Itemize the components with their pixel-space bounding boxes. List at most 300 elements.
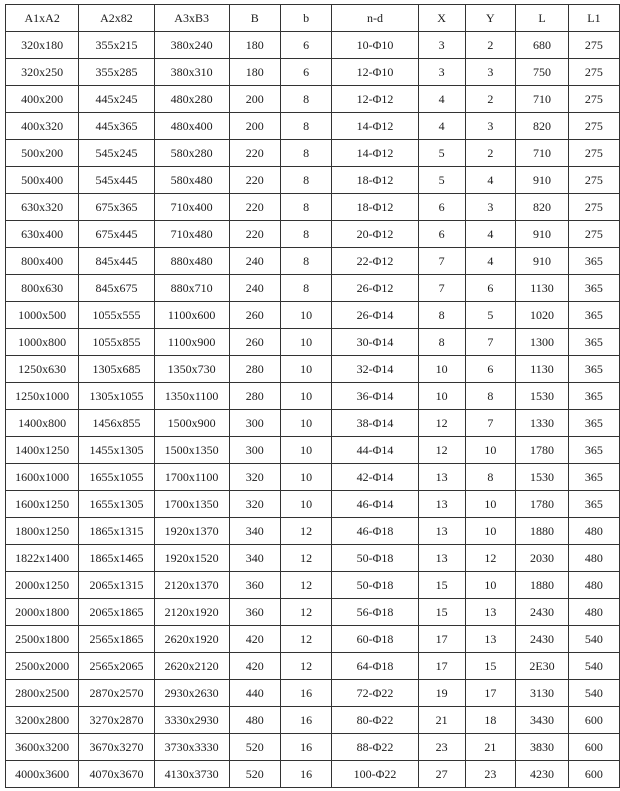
spec-table-container [5, 4, 620, 788]
table-cell: 10 [465, 572, 516, 599]
table-cell: 420 [229, 653, 280, 680]
table-cell: 3330x2930 [154, 707, 229, 734]
table-cell: 10 [465, 437, 516, 464]
table-cell: 2065x1865 [79, 599, 154, 626]
table-cell: 540 [568, 680, 619, 707]
table-cell: 16 [280, 680, 332, 707]
table-cell: 1400x1250 [6, 437, 79, 464]
header-cell: Y [465, 5, 516, 32]
table-cell: 3 [465, 59, 516, 86]
table-cell: 1800x1250 [6, 518, 79, 545]
table-cell: 220 [229, 167, 280, 194]
table-cell: 1920x1520 [154, 545, 229, 572]
table-cell: 2000x1800 [6, 599, 79, 626]
table-row [6, 518, 620, 545]
table-cell: 6 [280, 32, 332, 59]
table-cell: 2620x1920 [154, 626, 229, 653]
table-cell: 220 [229, 194, 280, 221]
table-cell: 275 [568, 167, 619, 194]
table-row [6, 761, 620, 788]
table-cell: 440 [229, 680, 280, 707]
table-cell: 12-Φ10 [332, 59, 418, 86]
table-cell: 5 [465, 302, 516, 329]
table-cell: 10 [280, 437, 332, 464]
table-cell: 1020 [516, 302, 569, 329]
table-cell: 400x320 [6, 113, 79, 140]
table-cell: 445x245 [79, 86, 154, 113]
table-cell: 8 [280, 275, 332, 302]
table-cell: 10-Φ10 [332, 32, 418, 59]
table-cell: 13 [465, 599, 516, 626]
table-cell: 2800x2500 [6, 680, 79, 707]
table-cell: 2430 [516, 599, 569, 626]
table-cell: 480x400 [154, 113, 229, 140]
table-cell: 50-Φ18 [332, 545, 418, 572]
table-cell: 520 [229, 734, 280, 761]
table-cell: 1400x800 [6, 410, 79, 437]
table-cell: 1250x630 [6, 356, 79, 383]
table-cell: 2930x2630 [154, 680, 229, 707]
table-cell: 23 [465, 761, 516, 788]
table-row [6, 59, 620, 86]
table-cell: 365 [568, 356, 619, 383]
table-cell: 540 [568, 626, 619, 653]
table-row [6, 383, 620, 410]
table-cell: 300 [229, 410, 280, 437]
table-cell: 1530 [516, 464, 569, 491]
table-row [6, 626, 620, 653]
table-cell: 10 [280, 356, 332, 383]
table-cell: 365 [568, 383, 619, 410]
table-cell: 19 [418, 680, 465, 707]
table-cell: 2430 [516, 626, 569, 653]
table-cell: 7 [418, 248, 465, 275]
table-cell: 8 [418, 302, 465, 329]
table-cell: 4 [418, 113, 465, 140]
table-cell: 13 [418, 545, 465, 572]
table-cell: 17 [465, 680, 516, 707]
table-cell: 1780 [516, 491, 569, 518]
table-cell: 7 [465, 329, 516, 356]
table-cell: 21 [465, 734, 516, 761]
header-cell: L [516, 5, 569, 32]
table-cell: 220 [229, 140, 280, 167]
table-cell: 2E30 [516, 653, 569, 680]
table-cell: 18-Φ12 [332, 194, 418, 221]
table-row [6, 599, 620, 626]
table-cell: 10 [280, 464, 332, 491]
table-cell: 300 [229, 437, 280, 464]
table-cell: 520 [229, 761, 280, 788]
table-cell: 600 [568, 761, 619, 788]
table-cell: 200 [229, 113, 280, 140]
table-cell: 8 [280, 248, 332, 275]
table-cell: 20-Φ12 [332, 221, 418, 248]
table-cell: 480 [568, 545, 619, 572]
table-cell: 60-Φ18 [332, 626, 418, 653]
table-cell: 400x200 [6, 86, 79, 113]
table-cell: 420 [229, 626, 280, 653]
header-cell: X [418, 5, 465, 32]
table-cell: 12 [280, 653, 332, 680]
table-cell: 1822x1400 [6, 545, 79, 572]
table-cell: 64-Φ18 [332, 653, 418, 680]
table-cell: 10 [465, 518, 516, 545]
table-cell: 240 [229, 275, 280, 302]
table-row [6, 302, 620, 329]
table-cell: 1055x855 [79, 329, 154, 356]
table-cell: 3130 [516, 680, 569, 707]
table-row [6, 140, 620, 167]
table-cell: 180 [229, 59, 280, 86]
table-cell: 880x710 [154, 275, 229, 302]
table-cell: 2120x1370 [154, 572, 229, 599]
table-cell: 630x320 [6, 194, 79, 221]
table-row [6, 410, 620, 437]
table-cell: 1700x1100 [154, 464, 229, 491]
table-row [6, 275, 620, 302]
table-row [6, 437, 620, 464]
table-cell: 360 [229, 572, 280, 599]
table-cell: 80-Φ22 [332, 707, 418, 734]
table-cell: 6 [465, 275, 516, 302]
table-cell: 10 [280, 410, 332, 437]
header-cell: A1xA2 [6, 5, 79, 32]
table-cell: 2 [465, 32, 516, 59]
table-cell: 15 [418, 599, 465, 626]
table-cell: 4 [418, 86, 465, 113]
table-cell: 1100x900 [154, 329, 229, 356]
table-cell: 355x285 [79, 59, 154, 86]
table-cell: 275 [568, 140, 619, 167]
table-cell: 12 [465, 545, 516, 572]
table-cell: 8 [280, 140, 332, 167]
table-cell: 320x250 [6, 59, 79, 86]
table-cell: 8 [465, 383, 516, 410]
table-cell: 1500x900 [154, 410, 229, 437]
table-cell: 6 [418, 194, 465, 221]
table-cell: 12 [280, 626, 332, 653]
table-cell: 5 [418, 140, 465, 167]
table-row [6, 221, 620, 248]
table-cell: 2565x1865 [79, 626, 154, 653]
table-cell: 3 [465, 194, 516, 221]
table-cell: 800x630 [6, 275, 79, 302]
table-cell: 26-Φ12 [332, 275, 418, 302]
table-row [6, 113, 620, 140]
table-cell: 220 [229, 221, 280, 248]
table-cell: 4 [465, 221, 516, 248]
table-row [6, 329, 620, 356]
table-cell: 820 [516, 194, 569, 221]
header-cell: B [229, 5, 280, 32]
table-cell: 880x480 [154, 248, 229, 275]
table-cell: 355x215 [79, 32, 154, 59]
table-cell: 365 [568, 410, 619, 437]
table-cell: 580x480 [154, 167, 229, 194]
table-cell: 180 [229, 32, 280, 59]
table-cell: 580x280 [154, 140, 229, 167]
table-row [6, 734, 620, 761]
table-cell: 3430 [516, 707, 569, 734]
table-cell: 44-Φ14 [332, 437, 418, 464]
table-cell: 7 [418, 275, 465, 302]
table-cell: 500x400 [6, 167, 79, 194]
table-cell: 1330 [516, 410, 569, 437]
table-cell: 275 [568, 32, 619, 59]
table-cell: 3 [418, 59, 465, 86]
table-cell: 30-Φ14 [332, 329, 418, 356]
table-cell: 365 [568, 275, 619, 302]
table-cell: 275 [568, 59, 619, 86]
table-cell: 1700x1350 [154, 491, 229, 518]
table-cell: 1865x1315 [79, 518, 154, 545]
table-cell: 100-Φ22 [332, 761, 418, 788]
table-cell: 2000x1250 [6, 572, 79, 599]
table-cell: 1350x730 [154, 356, 229, 383]
table-cell: 280 [229, 356, 280, 383]
table-cell: 6 [418, 221, 465, 248]
table-row [6, 572, 620, 599]
table-cell: 6 [280, 59, 332, 86]
table-cell: 750 [516, 59, 569, 86]
table-cell: 12 [418, 410, 465, 437]
table-cell: 21 [418, 707, 465, 734]
table-cell: 4070x3670 [79, 761, 154, 788]
table-cell: 480x280 [154, 86, 229, 113]
header-cell: b [280, 5, 332, 32]
table-cell: 3 [418, 32, 465, 59]
table-cell: 275 [568, 221, 619, 248]
table-cell: 46-Φ14 [332, 491, 418, 518]
table-cell: 2065x1315 [79, 572, 154, 599]
table-cell: 32-Φ14 [332, 356, 418, 383]
table-cell: 260 [229, 302, 280, 329]
table-cell: 2 [465, 86, 516, 113]
table-cell: 1305x685 [79, 356, 154, 383]
table-cell: 46-Φ18 [332, 518, 418, 545]
table-cell: 2870x2570 [79, 680, 154, 707]
table-cell: 2565x2065 [79, 653, 154, 680]
header-row [6, 5, 620, 32]
table-cell: 13 [418, 491, 465, 518]
table-cell: 1055x555 [79, 302, 154, 329]
table-cell: 15 [465, 653, 516, 680]
table-cell: 2120x1920 [154, 599, 229, 626]
table-cell: 820 [516, 113, 569, 140]
table-cell: 2500x1800 [6, 626, 79, 653]
table-cell: 10 [280, 302, 332, 329]
table-cell: 480 [568, 599, 619, 626]
table-body [6, 32, 620, 788]
table-row [6, 86, 620, 113]
table-cell: 600 [568, 707, 619, 734]
table-cell: 710x400 [154, 194, 229, 221]
table-cell: 910 [516, 167, 569, 194]
table-cell: 1655x1305 [79, 491, 154, 518]
table-row [6, 545, 620, 572]
table-cell: 50-Φ18 [332, 572, 418, 599]
table-cell: 710 [516, 86, 569, 113]
table-cell: 14-Φ12 [332, 140, 418, 167]
table-cell: 14-Φ12 [332, 113, 418, 140]
table-cell: 630x400 [6, 221, 79, 248]
table-cell: 5 [418, 167, 465, 194]
table-cell: 10 [465, 491, 516, 518]
table-cell: 1600x1000 [6, 464, 79, 491]
table-cell: 545x445 [79, 167, 154, 194]
table-cell: 16 [280, 734, 332, 761]
table-cell: 1100x600 [154, 302, 229, 329]
table-cell: 275 [568, 194, 619, 221]
table-row [6, 32, 620, 59]
table-cell: 800x400 [6, 248, 79, 275]
table-cell: 340 [229, 518, 280, 545]
table-cell: 13 [418, 464, 465, 491]
table-cell: 3670x3270 [79, 734, 154, 761]
table-cell: 2 [465, 140, 516, 167]
table-cell: 8 [418, 329, 465, 356]
table-cell: 3 [465, 113, 516, 140]
table-cell: 15 [418, 572, 465, 599]
table-cell: 360 [229, 599, 280, 626]
table-cell: 56-Φ18 [332, 599, 418, 626]
table-cell: 18-Φ12 [332, 167, 418, 194]
table-cell: 26-Φ14 [332, 302, 418, 329]
table-cell: 480 [568, 518, 619, 545]
table-cell: 320 [229, 464, 280, 491]
table-row [6, 464, 620, 491]
table-cell: 1305x1055 [79, 383, 154, 410]
table-cell: 1130 [516, 275, 569, 302]
table-cell: 10 [280, 491, 332, 518]
table-cell: 16 [280, 761, 332, 788]
table-cell: 4 [465, 248, 516, 275]
table-cell: 3600x3200 [6, 734, 79, 761]
table-cell: 8 [280, 194, 332, 221]
table-cell: 200 [229, 86, 280, 113]
table-cell: 1920x1370 [154, 518, 229, 545]
table-cell: 6 [465, 356, 516, 383]
table-cell: 260 [229, 329, 280, 356]
table-cell: 12 [280, 545, 332, 572]
table-cell: 17 [418, 626, 465, 653]
table-cell: 280 [229, 383, 280, 410]
table-cell: 10 [280, 329, 332, 356]
table-row [6, 248, 620, 275]
table-cell: 12 [280, 572, 332, 599]
table-cell: 910 [516, 221, 569, 248]
table-cell: 72-Φ22 [332, 680, 418, 707]
table-cell: 1780 [516, 437, 569, 464]
table-cell: 1000x500 [6, 302, 79, 329]
table-cell: 16 [280, 707, 332, 734]
table-cell: 18 [465, 707, 516, 734]
table-cell: 4000x3600 [6, 761, 79, 788]
table-cell: 675x445 [79, 221, 154, 248]
table-cell: 600 [568, 734, 619, 761]
table-cell: 1456x855 [79, 410, 154, 437]
table-row [6, 707, 620, 734]
table-cell: 365 [568, 329, 619, 356]
table-cell: 1530 [516, 383, 569, 410]
table-cell: 710 [516, 140, 569, 167]
table-cell: 1350x1100 [154, 383, 229, 410]
table-cell: 675x365 [79, 194, 154, 221]
spec-table [5, 4, 620, 788]
table-cell: 380x240 [154, 32, 229, 59]
table-row [6, 167, 620, 194]
table-cell: 36-Φ14 [332, 383, 418, 410]
table-cell: 320 [229, 491, 280, 518]
table-cell: 365 [568, 437, 619, 464]
table-cell: 12 [280, 599, 332, 626]
table-cell: 1500x1350 [154, 437, 229, 464]
table-cell: 1880 [516, 518, 569, 545]
table-cell: 27 [418, 761, 465, 788]
table-cell: 340 [229, 545, 280, 572]
table-cell: 13 [465, 626, 516, 653]
table-cell: 1300 [516, 329, 569, 356]
table-cell: 1130 [516, 356, 569, 383]
table-cell: 1600x1250 [6, 491, 79, 518]
table-row [6, 680, 620, 707]
table-cell: 910 [516, 248, 569, 275]
table-cell: 3730x3330 [154, 734, 229, 761]
table-cell: 380x310 [154, 59, 229, 86]
table-cell: 10 [418, 383, 465, 410]
table-cell: 2620x2120 [154, 653, 229, 680]
table-cell: 3200x2800 [6, 707, 79, 734]
table-cell: 88-Φ22 [332, 734, 418, 761]
table-cell: 13 [418, 518, 465, 545]
table-cell: 240 [229, 248, 280, 275]
table-cell: 1250x1000 [6, 383, 79, 410]
table-cell: 7 [465, 410, 516, 437]
table-cell: 38-Φ14 [332, 410, 418, 437]
table-cell: 8 [280, 221, 332, 248]
table-cell: 4230 [516, 761, 569, 788]
table-cell: 1655x1055 [79, 464, 154, 491]
table-cell: 365 [568, 302, 619, 329]
header-cell: L1 [568, 5, 619, 32]
table-cell: 275 [568, 86, 619, 113]
table-cell: 365 [568, 248, 619, 275]
table-cell: 4 [465, 167, 516, 194]
table-cell: 8 [280, 86, 332, 113]
table-cell: 22-Φ12 [332, 248, 418, 275]
table-cell: 12 [418, 437, 465, 464]
table-row [6, 653, 620, 680]
table-cell: 3270x2870 [79, 707, 154, 734]
table-cell: 275 [568, 113, 619, 140]
table-cell: 4130x3730 [154, 761, 229, 788]
table-cell: 8 [465, 464, 516, 491]
table-cell: 480 [229, 707, 280, 734]
table-cell: 2500x2000 [6, 653, 79, 680]
table-cell: 3830 [516, 734, 569, 761]
header-cell: A2x82 [79, 5, 154, 32]
table-cell: 1880 [516, 572, 569, 599]
table-cell: 42-Φ14 [332, 464, 418, 491]
table-cell: 845x445 [79, 248, 154, 275]
table-row [6, 491, 620, 518]
table-cell: 17 [418, 653, 465, 680]
header-cell: A3xB3 [154, 5, 229, 32]
table-cell: 8 [280, 167, 332, 194]
table-cell: 10 [280, 383, 332, 410]
table-cell: 845x675 [79, 275, 154, 302]
